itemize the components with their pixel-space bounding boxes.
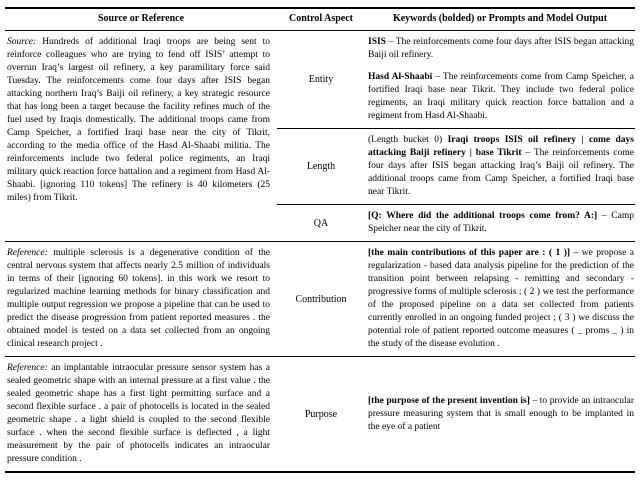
output-purpose bbox=[365, 390, 635, 439]
entity-text-isis: – The reinforcements come four days after ISIS began attacking Baiji oil refinery. bbox=[368, 37, 634, 60]
source-label: Source: bbox=[7, 37, 37, 47]
aspect-length: Length bbox=[277, 129, 365, 205]
aspect-entity: Entity bbox=[277, 31, 365, 129]
purpose-text: – to provide an intraocular pressure measuring system that is small enough to be implanted in the eye of a patient bbox=[368, 395, 634, 432]
contribution-text: – we propose a regularization - based data analysis pipeline for the prediction of the transition point between relapsing - remitting and secondary - progressive forms of multiple sclerosis ; ( 2 ) we test the performance of the proposed pipeline on a data set collected from patients currently enrolled in an ongoing funded project ; ( 3 ) we discuss the potential role of patient reported outcome measures ( _ proms _ ) in the study of the disease evolution . bbox=[368, 248, 634, 349]
length-text: – The reinforcements come four days after ISIS began attacking Iraq’s Baiji oil refinery. The additional troops came from Camp Speicher, a fortified Iraqi base near Tikrit. bbox=[368, 148, 634, 197]
output-entity bbox=[365, 31, 635, 129]
aspect-qa: QA bbox=[313, 217, 329, 229]
reference-cell-sclerosis bbox=[5, 242, 277, 356]
output-contribution bbox=[365, 242, 635, 356]
header-control-aspect: Control Aspect bbox=[289, 13, 353, 24]
aspect-purpose: Purpose bbox=[304, 408, 338, 420]
row-group-purpose bbox=[5, 357, 635, 471]
table-header-row bbox=[5, 9, 635, 30]
length-keyword: Iraqi troops ISIS oil refinery | come days attacking Baiji refinery | base Tikrit bbox=[368, 135, 634, 158]
row-group-contribution bbox=[5, 242, 635, 356]
source-cell bbox=[5, 31, 277, 241]
length-prefix: (Length bucket 0) bbox=[368, 135, 448, 145]
entity-paragraph-hasd bbox=[368, 71, 634, 123]
reference-label: Reference: bbox=[7, 248, 48, 258]
qa-keyword: [Q: Where did the additional troops come from? A:] bbox=[368, 211, 598, 221]
output-qa bbox=[365, 205, 635, 241]
row-group-source bbox=[5, 31, 635, 241]
header-keywords-output: Keywords (bolded) or Prompts and Model Output bbox=[392, 13, 608, 24]
entity-text-hasd: – The reinforcements come from Camp Speicher, a fortified Iraqi base near Tikrit. They include two federal police regiments, an Iraqi military quick reaction force battalion and a regiment from Hasd Al-Shaabi. bbox=[368, 72, 635, 121]
entity-paragraph-isis bbox=[368, 36, 634, 62]
reference-text-pressure-sensor: an implantable intraocular pressure sensor system has a sealed geometric shape with an internal pressure at a first value . the sealed geometric shape has a first light permitting surface and a second flexible surface . a pair of photocells is located in the sealed geometric shape . a light shield is coupled to the second flexible surface . when the second flexible surface is deflected , a light measurement by the pair of photocells indicates an intraocular pressure condition . bbox=[7, 363, 270, 464]
source-text: Hundreds of additional Iraqi troops are being sent to reinforce colleagues who are trying to fend off ISIS’ attempt to overrun Iraq’s largest oil refinery, a key paramilitary force said Tuesday. The reinforcements come four days after ISIS began attacking northern Iraq’s Baiji oil refinery, a key strategic resource that has long been a target because the facility refines much of the fuel used by Iraqis domestically. The additional troops came from Camp Speicher, a fortified Iraqi base near the city of Tikrit, according to the media office of the Hasd Al-Shaabi militia. The reinforcements include two federal police regiments, an Iraqi military quick reaction force battalion and a regiment from Hasd Al-Shaabi. [ignoring 110 tokens] The refinery is 40 kilometers (25 miles) from Tikrit. bbox=[7, 37, 270, 203]
purpose-keyword: [the purpose of the present invention is] bbox=[368, 395, 530, 406]
contribution-keyword: [the main contributions of this paper are : ( 1 )] bbox=[368, 248, 571, 258]
header-source-or-reference: Source or Reference bbox=[97, 13, 185, 24]
reference-label-2: Reference: bbox=[7, 363, 48, 373]
qa-text: – Camp Speicher near the city of Tikrit. bbox=[368, 211, 634, 234]
entity-keyword-isis: ISIS bbox=[368, 37, 386, 47]
reference-cell-pressure-sensor bbox=[5, 357, 277, 471]
bottom-rule bbox=[5, 471, 635, 473]
output-length bbox=[365, 129, 635, 205]
entity-keyword-hasd: Hasd Al-Shaabi bbox=[368, 72, 433, 82]
reference-text-sclerosis: multiple sclerosis is a degenerative condition of the central nervous system that affects nearly 2.5 million of individuals in terms of their [ignoring 60 tokens]. in this work we resort to regularized machine learning methods for binary classification and multiple output regression we propose a pipeline that can be used to predict the disease progression from patient reported measures . the obtained model is tested on a data set collected from an ongoing clinical research project . bbox=[7, 248, 270, 349]
aspect-contribution: Contribution bbox=[295, 293, 347, 305]
